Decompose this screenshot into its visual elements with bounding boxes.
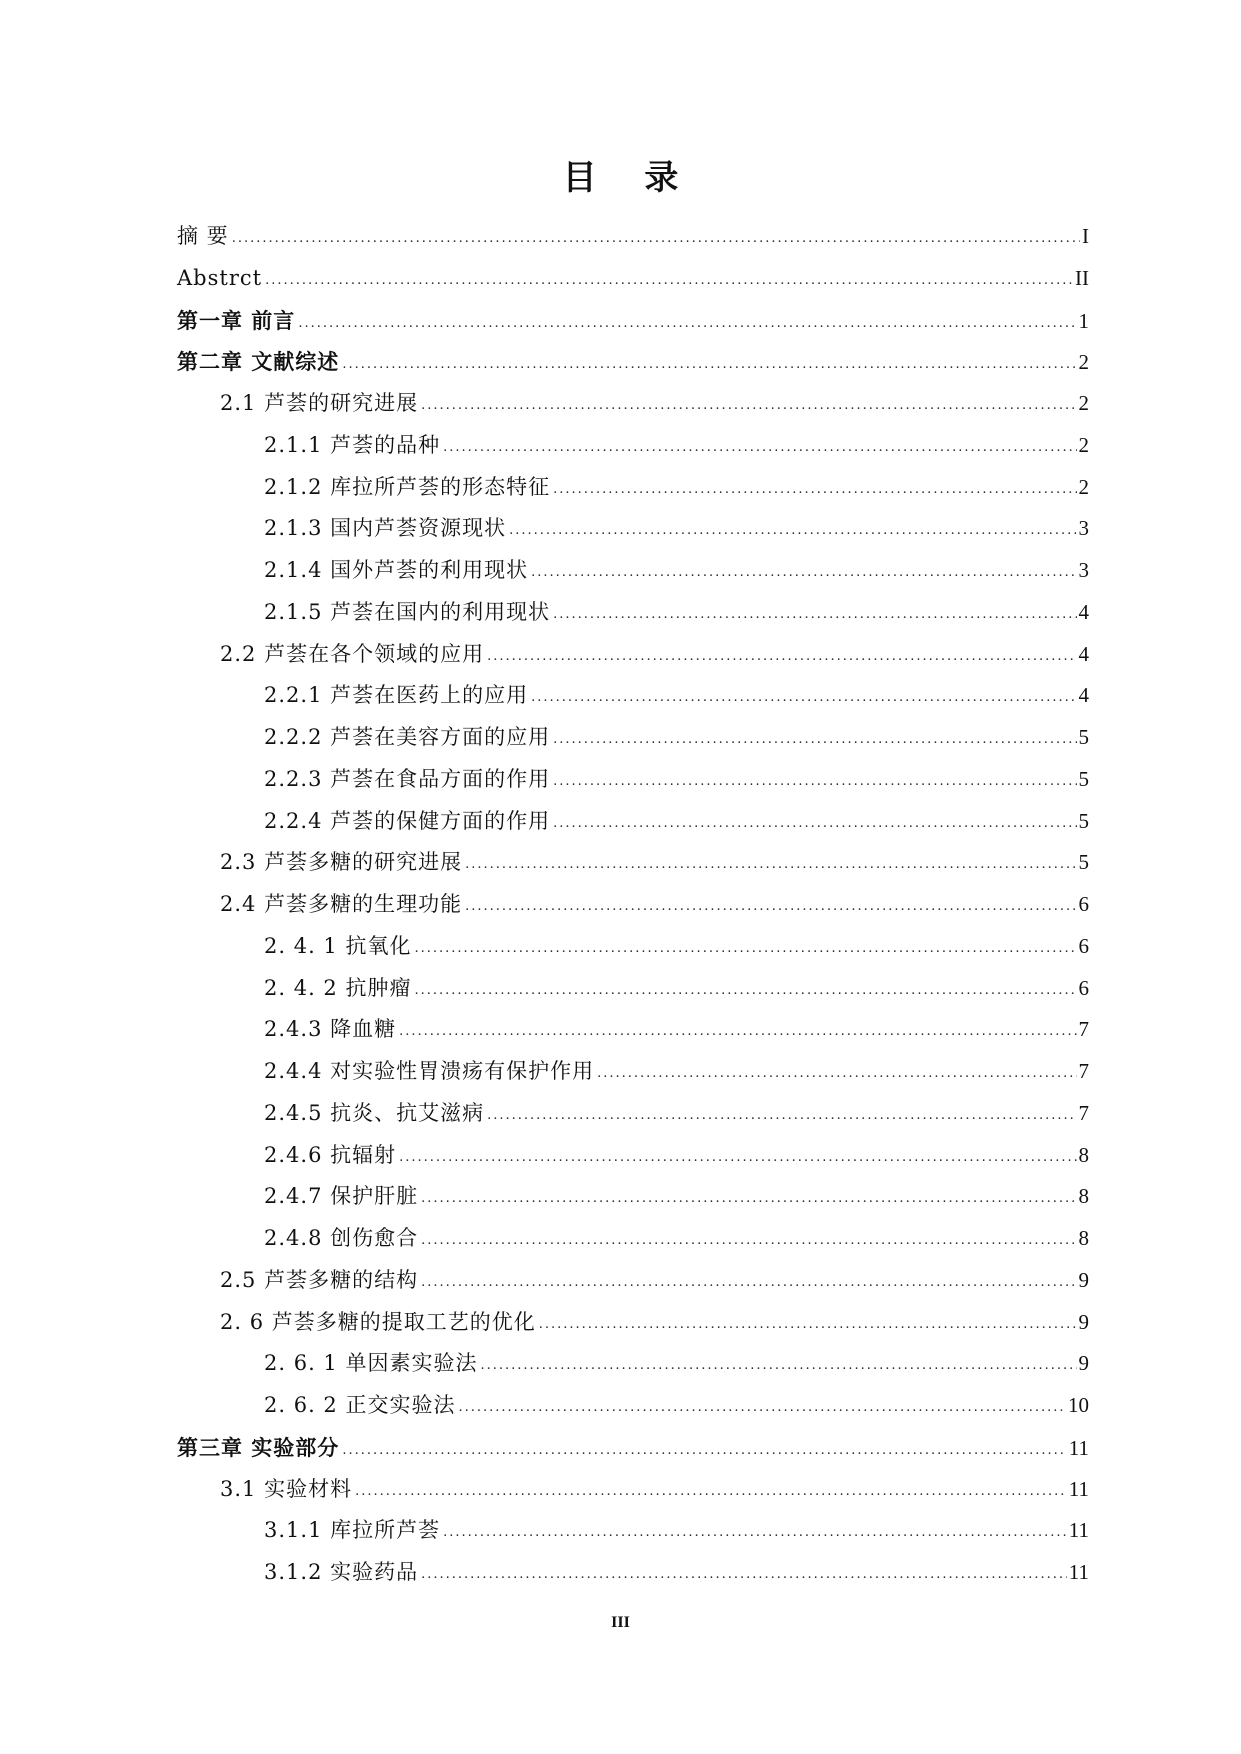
toc-entry-page-number: 1 — [1078, 308, 1089, 333]
toc-entry-page-number: 3 — [1078, 516, 1089, 541]
toc-entry-title: 2.4 芦荟多糖的生理功能 — [220, 892, 463, 916]
toc-entry-page-number: 2 — [1078, 474, 1089, 499]
toc-entry-title: 2.4.3 降血糖 — [264, 1017, 397, 1042]
toc-entry-title: 3.1.1 库拉所芦荟 — [264, 1518, 441, 1543]
toc-dot-leader — [298, 303, 1076, 345]
toc-dot-leader — [443, 427, 1076, 469]
toc-dot-leader — [553, 594, 1076, 636]
toc-entry-page-number: 6 — [1078, 892, 1089, 916]
toc-entry[interactable] — [177, 842, 1089, 884]
toc-entry[interactable] — [177, 1552, 1089, 1594]
table-of-contents — [177, 216, 1089, 1594]
toc-entry[interactable] — [177, 1260, 1089, 1302]
toc-dot-leader — [465, 844, 1076, 886]
page-title: 目 录 — [562, 158, 697, 198]
toc-entry-page-number: 7 — [1078, 1100, 1089, 1125]
toc-entry-page-number: II — [1075, 265, 1089, 290]
toc-entry-title: 2.1 芦荟的研究进展 — [220, 391, 419, 415]
toc-entry-page-number: I — [1082, 224, 1089, 248]
toc-entry[interactable] — [177, 467, 1089, 509]
toc-entry-page-number: 10 — [1068, 1393, 1089, 1417]
toc-chapter-entry[interactable] — [177, 1427, 1089, 1469]
toc-entry-title: 2.2.2 芦荟在美容方面的应用 — [264, 725, 551, 749]
toc-entry-title: 2.1.2 库拉所芦荟的形态特征 — [264, 474, 551, 499]
toc-entry-title: 2.2.1 芦荟在医药上的应用 — [264, 683, 529, 708]
toc-entry[interactable] — [177, 1510, 1089, 1552]
toc-entry[interactable] — [177, 1469, 1089, 1511]
toc-dot-leader — [531, 677, 1076, 719]
toc-dot-leader — [342, 344, 1076, 386]
toc-chapter-entry[interactable] — [177, 300, 1089, 342]
toc-entry-title: 2. 6. 1 单因素实验法 — [264, 1351, 478, 1376]
toc-entry[interactable] — [177, 1302, 1089, 1344]
toc-dot-leader — [443, 1512, 1067, 1554]
toc-dot-leader — [355, 1471, 1067, 1513]
toc-dot-leader — [553, 761, 1076, 803]
toc-dot-leader — [232, 218, 1080, 260]
toc-dot-leader — [597, 1053, 1076, 1095]
toc-entry-page-number: 2 — [1078, 432, 1089, 457]
toc-entry[interactable] — [177, 1385, 1089, 1427]
toc-entry[interactable] — [177, 592, 1089, 634]
toc-entry-title: 3.1.2 实验药品 — [264, 1560, 419, 1584]
toc-dot-leader — [414, 970, 1076, 1012]
toc-entry[interactable] — [177, 675, 1089, 717]
toc-entry-page-number: 9 — [1078, 1309, 1089, 1334]
toc-entry[interactable] — [177, 1051, 1089, 1093]
toc-dot-leader — [553, 469, 1076, 511]
toc-entry-title: 2. 4. 2 抗肿瘤 — [264, 975, 412, 1000]
toc-entry-title: 2.1.4 国外芦荟的利用现状 — [264, 558, 529, 582]
toc-entry[interactable] — [177, 968, 1089, 1010]
toc-entry[interactable] — [177, 383, 1089, 425]
toc-entry[interactable] — [177, 926, 1089, 968]
toc-entry-title: 第一章 前言 — [177, 307, 296, 333]
toc-entry-title: 2. 6 芦荟多糖的提取工艺的优化 — [220, 1309, 536, 1334]
toc-entry-title: 2.5 芦荟多糖的结构 — [220, 1267, 419, 1292]
toc-entry[interactable] — [177, 508, 1089, 550]
toc-entry-page-number: 8 — [1078, 1184, 1089, 1209]
toc-entry-title: 2. 4. 1 抗氧化 — [264, 933, 412, 958]
toc-entry-title: Abstrct — [177, 265, 263, 290]
toc-entry[interactable] — [177, 258, 1089, 300]
toc-dot-leader — [399, 1137, 1076, 1179]
toc-entry-page-number: 2 — [1078, 350, 1089, 375]
toc-entry-title: 2.1.3 国内芦荟资源现状 — [264, 516, 507, 541]
toc-chapter-entry[interactable] — [177, 341, 1089, 383]
toc-dot-leader — [553, 803, 1076, 845]
toc-entry-page-number: 11 — [1068, 1560, 1089, 1584]
toc-dot-leader — [480, 1345, 1076, 1387]
toc-dot-leader — [531, 552, 1076, 594]
toc-entry[interactable] — [177, 634, 1089, 676]
toc-dot-leader — [414, 928, 1076, 970]
toc-dot-leader — [487, 1095, 1076, 1137]
toc-entry-page-number: 7 — [1078, 1017, 1089, 1042]
toc-entry[interactable] — [177, 216, 1089, 258]
toc-entry[interactable] — [177, 1135, 1089, 1177]
toc-entry-page-number: 5 — [1078, 725, 1089, 749]
toc-entry-page-number: 11 — [1068, 1476, 1089, 1501]
toc-dot-leader — [421, 385, 1076, 427]
toc-dot-leader — [458, 1387, 1066, 1429]
toc-dot-leader — [539, 1304, 1077, 1346]
toc-entry-title: 2.4.8 创伤愈合 — [264, 1226, 419, 1250]
toc-entry-title: 2.4.4 对实验性胃溃疡有保护作用 — [264, 1059, 595, 1083]
toc-entry-title: 第三章 实验部分 — [177, 1434, 340, 1460]
toc-dot-leader — [421, 1178, 1076, 1220]
toc-entry[interactable] — [177, 1093, 1089, 1135]
toc-entry-page-number: 8 — [1078, 1142, 1089, 1167]
toc-entry[interactable] — [177, 759, 1089, 801]
toc-entry-title: 2.2.4 芦荟的保健方面的作用 — [264, 808, 551, 833]
toc-entry[interactable] — [177, 1218, 1089, 1260]
toc-entry-page-number: 6 — [1078, 975, 1089, 1000]
toc-entry-title: 2.2 芦荟在各个领域的应用 — [220, 641, 485, 666]
toc-entry[interactable] — [177, 425, 1089, 467]
toc-entry-page-number: 2 — [1078, 391, 1089, 415]
page-number: III — [611, 1614, 630, 1631]
toc-dot-leader — [421, 1262, 1076, 1304]
toc-entry-title: 第二章 文献综述 — [177, 349, 340, 375]
toc-entry-page-number: 11 — [1068, 1435, 1089, 1460]
toc-entry-title: 2.4.6 抗辐射 — [264, 1142, 397, 1167]
toc-entry-page-number: 4 — [1078, 683, 1089, 708]
toc-entry-page-number: 11 — [1068, 1518, 1089, 1543]
toc-entry-page-number: 7 — [1078, 1059, 1089, 1083]
toc-dot-leader — [465, 886, 1076, 928]
toc-entry-title: 2.2.3 芦荟在食品方面的作用 — [264, 766, 551, 791]
toc-entry-title: 2.4.7 保护肝脏 — [264, 1184, 419, 1209]
toc-entry-title: 2.1.1 芦荟的品种 — [264, 432, 441, 457]
toc-entry-page-number: 4 — [1078, 641, 1089, 666]
toc-dot-leader — [265, 260, 1073, 302]
toc-dot-leader — [421, 1554, 1067, 1596]
toc-entry[interactable] — [177, 1176, 1089, 1218]
toc-dot-leader — [509, 510, 1076, 552]
toc-entry[interactable] — [177, 884, 1089, 926]
toc-dot-leader — [553, 719, 1076, 761]
toc-entry[interactable] — [177, 1343, 1089, 1385]
toc-entry[interactable] — [177, 1009, 1089, 1051]
toc-dot-leader — [487, 636, 1076, 678]
toc-entry-page-number: 9 — [1078, 1351, 1089, 1376]
toc-dot-leader — [342, 1430, 1066, 1472]
toc-entry-title: 2.4.5 抗炎、抗艾滋病 — [264, 1100, 485, 1125]
toc-entry-page-number: 8 — [1078, 1226, 1089, 1250]
toc-entry[interactable] — [177, 801, 1089, 843]
toc-entry-page-number: 5 — [1078, 850, 1089, 875]
toc-entry[interactable] — [177, 550, 1089, 592]
toc-entry-page-number: 4 — [1078, 599, 1089, 624]
toc-entry[interactable] — [177, 717, 1089, 759]
toc-entry-title: 2.3 芦荟多糖的研究进展 — [220, 850, 463, 875]
toc-entry-page-number: 3 — [1078, 558, 1089, 582]
toc-entry-title: 2.1.5 芦荟在国内的利用现状 — [264, 599, 551, 624]
toc-entry-title: 3.1 实验材料 — [220, 1476, 353, 1501]
toc-dot-leader — [421, 1220, 1076, 1262]
toc-entry-page-number: 5 — [1078, 766, 1089, 791]
toc-entry-title: 2. 6. 2 正交实验法 — [264, 1393, 456, 1417]
toc-dot-leader — [399, 1011, 1076, 1053]
toc-entry-page-number: 9 — [1078, 1267, 1089, 1292]
toc-entry-page-number: 6 — [1078, 933, 1089, 958]
toc-entry-title: 摘 要 — [177, 224, 229, 248]
toc-entry-page-number: 5 — [1078, 808, 1089, 833]
